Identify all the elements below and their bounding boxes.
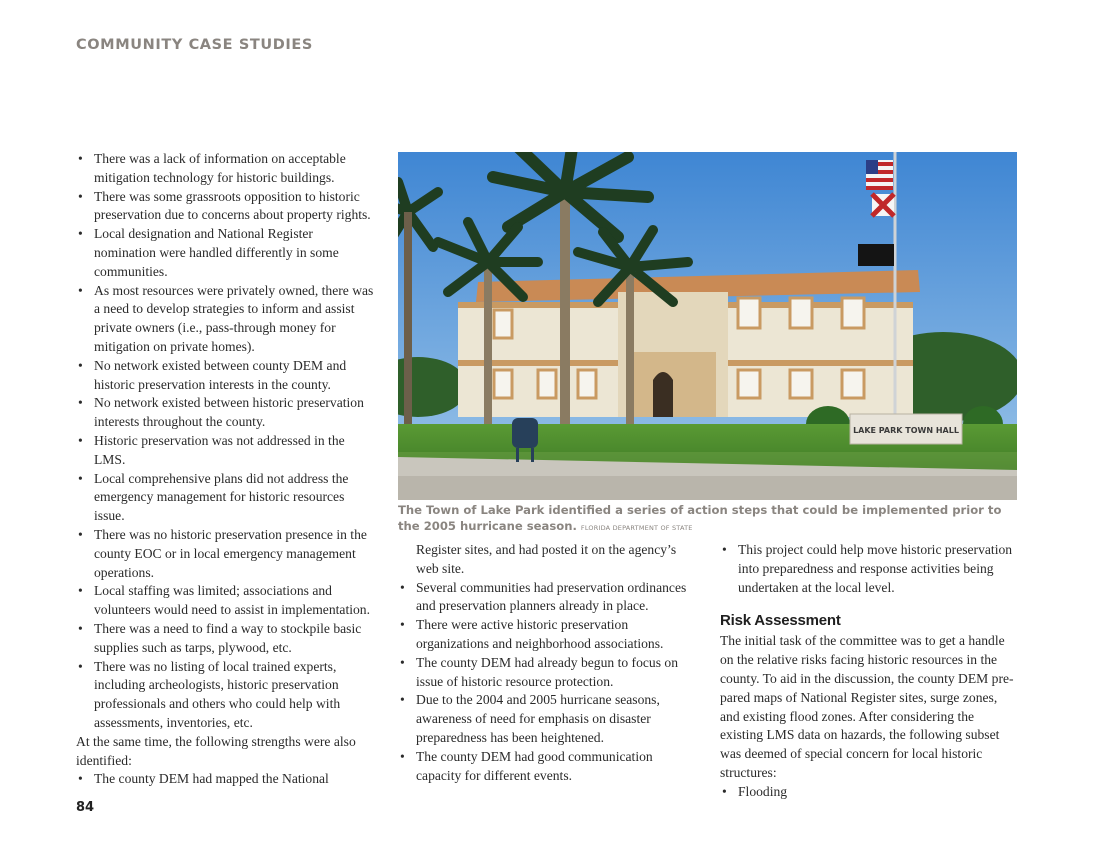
list-item: • No network existed between historic preservation interests throughout the county. [76,394,376,432]
list-item: • There was no listing of local trained experts, including archeologists, historic preservation professionals and others who could help with assessments, inventories, etc. [76,658,376,733]
list-item: • No network existed between county DEM and historic preservation interests in the county. [76,357,376,395]
strengths-list [76,770,376,789]
left-column [76,150,376,789]
town-hall-building [458,270,920,417]
list-item: • There was some grassroots opposition to historic preservation due to concerns about property rights. [76,188,376,226]
list-item: • There were active historic preservation organizations and neighborhood associations. [398,616,690,654]
caption-text: The Town of Lake Park identified a series of action steps that could be implemented prior to the 2005 hurricane season. [398,503,1002,533]
list-item: • There was a lack of information on acceptable mitigation technology for historic buildings. [76,150,376,188]
strengths-list [720,541,1020,597]
page-number: 84 [76,800,95,815]
section-heading: Risk Assessment [720,612,841,630]
list-item: • Historic preservation was not addressed in the LMS. [76,432,376,470]
risk-assessment-paragraph: The initial task of the committee was to get a handle on the relative risks facing historic resources in the county. To aid in the discussion, the county DEM pre-pared maps of National Register sites, surge zones, and existing flood zones. After considering the existing LMS data on hazards, the following subset was deemed of special concern for local historic structures: [720,633,1014,780]
list-item: • Due to the 2004 and 2005 hurricane seasons, awareness of need for emphasis on disaster preparedness has been heightened. [398,691,690,747]
strengths-intro: At the same time, the following strengths were also identified: [76,733,356,768]
sign-label: LAKE PARK TOWN HALL [853,426,959,435]
photo-caption [398,503,1018,536]
list-item: • There was a need to find a way to stockpile basic supplies such as tarps, plywood, etc. [76,620,376,658]
lake-park-town-hall-photo [398,152,1017,500]
list-item: • The county DEM had already begun to focus on issue of historic resource protection. [398,654,690,692]
list-item: • Flooding [720,783,1020,802]
middle-column [398,541,690,785]
hazards-list [720,783,1020,802]
list-item: • The county DEM had mapped the National [76,770,376,789]
list-item: • Local designation and National Register nomination were handled differently in some communities. [76,225,376,281]
list-item: • As most resources were privately owned, there was a need to develop strategies to inform and assist private owners (i.e., pass-through money for mitigation on private homes). [76,282,376,357]
list-item: • This project could help move historic preservation into preparedness and response activities being undertaken at the local level. [720,541,1020,597]
list-item: • Local staffing was limited; associations and volunteers would need to assist in implementation. [76,582,376,620]
continuation-text: Register sites, and had posted it on the agency’s web site. [416,542,677,576]
right-column [720,541,1020,802]
pow-flag [858,244,894,266]
running-head: COMMUNITY CASE STUDIES [76,37,313,53]
strengths-list [398,579,690,786]
florida-flag [872,194,894,216]
list-item: • Local comprehensive plans did not address the emergency management for historic resources issue. [76,470,376,526]
list-item: • The county DEM had good communication capacity for different events. [398,748,690,786]
town-hall-sign [850,414,962,444]
us-flag [866,160,893,190]
list-item: • Several communities had preservation ordinances and preservation planners already in place. [398,579,690,617]
challenges-list [76,150,376,733]
list-item: • There was no historic preservation presence in the county EOC or in local emergency management operations. [76,526,376,582]
photo-credit: FLORIDA DEPARTMENT OF STATE [580,523,693,532]
